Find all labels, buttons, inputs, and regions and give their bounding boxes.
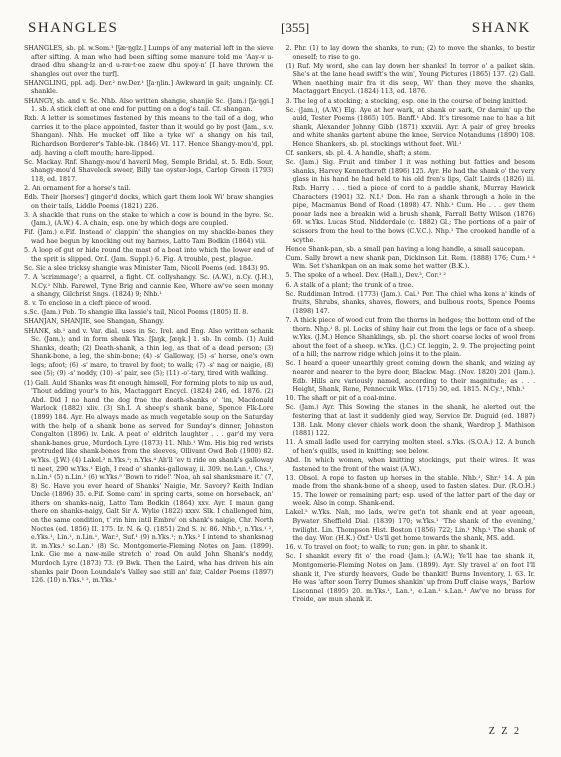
dictionary-entry: 3. A shackle that runs on the stake to which a cow is bound in the byre. Sc. (Jam.), (A.W.) 4. A chain, esp. one by which dogs are coupled. [24, 211, 274, 228]
dictionary-entry: Sc. Sic a slee tricksy shangie was Minister Tam, Nicoll Poems (ed. 1843) 95. [24, 264, 270, 272]
dictionary-entry: 5. A loop of gut or hide round the mast of a boat into which the lower end of the sprit is slipped. Or.I. (Jam. Suppl.) 6. Fig. A trouble, pest, plague. [24, 247, 274, 263]
dictionary-entry: Edb. Their [horses'] ginger'd docks, which gart them look Wi' braw shangies on their tails, Liddle Poems (1821) 226. [24, 194, 274, 210]
dictionary-entry: 2. An ornament for a horse's tail. [24, 185, 131, 192]
page-number: [355] [280, 20, 310, 35]
dictionary-entry: SHANGLING, ppl. adj. Der.² nw.Der.¹ [ʃa·ŋlin.] Awkward in gait; ungainly. Cf. shankle. [24, 79, 274, 96]
dictionary-entry: 5. The spoke of a wheel. Dev. (Hall.), Dev.³, Cor.¹ ² [285, 272, 446, 280]
dictionary-entry: SHANGLES, sb. pl. w.Som.¹ [ʃæ·ŋglz.] Lumps of any material left in the sieve after sifting. A man who had been sifting some manure told me 'Aay-v u-draed dhu shang·lz an·d u-ræ·t·ee zaew dhu spoy-n' [I have thrown the shangles out over the turf]. [24, 45, 274, 78]
dictionary-entry: 6. A stalk of a plant; the trunk of a tree. [285, 281, 414, 289]
dictionary-entry: SHANK, sb.¹ and v. Var. dial. uses in Sc. Irel. and Eng. Also written schank Sc. (Jam.); and in form shenk Yks. [ʃaŋk, ʃæŋk.] 1. sb. In comb. (1) Auld Shanks, death; (2) Death-shank, a thin leg, as that of a dead person; (3) Shank-bone, a leg, the shin-bone; (4) -s' Galloway, (5) -s' horse, one's own legs; afoot; (6) -s' mare, to travel by foot; to walk; (7) -s' nag or naigie, (8) see (5); (9) -s' noddy, (10) -s' pair, see (5); (11) -o'-tary, tired with walking. [24, 327, 274, 378]
dictionary-entry: (1) Ruf. My word, she can lay down her shanks! In terror o' a paiket skin. She's at the lane head swift's the win', Young Pictures (1865) 137. (2) Gall. When naething mair fra it dis seep, Wi' than they move the shanks, Mactaggart Encycl. (1824) 113, ed. 1876. [285, 62, 535, 96]
dictionary-entry: 13. Obsol. A rope to fasten up horses in the stable. Nhb.¹, Shr.¹ 14. A pin made from the shank-bone of a sheep, used to fasten slates. Dur. (R.O.H.) 15. The lower or remaining part; esp. used of the latter part of the day or week. Also in comp. Shank-end. [285, 474, 535, 508]
dictionary-entry: Lakel.² w.Yks. Nah, mo lads, we're get'n tot shank end at year ageean, Bywater Sheffield Dial. (1839) 170; w.Yks.¹ 'The shank of the evening,' twilight. Lin. Thompson Hist. Boston (1856) 722; Lin.¹ Nhp.¹ The shank of the day. Wor. (H.K.) Oxf.¹ Us'll get home towards the shank, MS. add. [285, 509, 535, 543]
dictionary-entry: Fif. (Jam.) e.Fif. Instead o' clappin' the shangies on my shackle-banes they wad hae begun by knocking out my harnes, Latto Tam Bodkin (1864) viii. [24, 229, 274, 246]
right-column [286, 45, 536, 605]
dictionary-entry: 10. The shaft or pit of a coal-mine. [285, 395, 397, 403]
dictionary-entry: 3. The leg of a stocking; a stocking, esp. one in the course of being knitted. [285, 97, 528, 105]
dictionary-entry: Sc. (Jam.) Sig. Fruit and timber I it was nothing but fatties and besom shanks, Harvey Kennethcroft (1896) 125. Ayr. He had the shank o' the very glass in his hand he had held to his old fren's lips, Galt Lairds (1826) iii. Rxb. Harry . . . tied a piece of cord to a paddle shank, Murray Hawick Characters (1901) 32. N.I.¹ Don. He ran a shank through a hole in the pipe, Macmanus Bend of Road (1898) 47. Nhb.¹ Cum. He . . . gev them pooar lads nee a breakin wid a brush shank, Farrall Betty Wilson (1876) 69. w.Yks. Lucas Stud. Nidderdale (c. 1882) Gl.; The portions of a pair of scissors from the heel to the bows (C.V.C.). Nhp.¹ The crooked handle of a scythe. [285, 159, 535, 244]
dictionary-entry: 16. v. To travel on foot; to walk; to run; gen. in phr. to shank it. [285, 544, 488, 552]
dictionary-entry: Sc. Ruddiman Introd. (1773) (Jam.). Cai.¹ Per. The chiel wha kens a' kinds of fruits, Shrubs, shanks, shaves, flowers, and bulbous roots, Spence Poems (1898) 147. [285, 290, 535, 315]
dictionary-entry: Sc. Mackay. Rnf. Shangy-mou'd haveril Meg, Semple Bridal, st. 5. Edb. Sour, shangy-mou'd Shaveleck sweer, Billy tae oyster-logs, Carlop Green (1793) 118, ed. 1817. [24, 158, 274, 183]
text-columns [24, 45, 535, 605]
left-column [24, 45, 274, 605]
dictionary-entry: 7. A 'scrimmage'; a quarrel, a fight. Cf. collyshangy. Sc. (A.W.), n.Cy. (J.H.), N.Cy.¹ Nhb. Farewel, Tyne Brig and cannie Kee, Where aw've seen monny a shangy, Gilchrist Sngs. (1824) 9; Nhb.¹ [24, 273, 274, 299]
signature-mark: Z Z 2 [488, 726, 521, 737]
dictionary-entry: Hence Shank-pan, sb. a small pan having a long handle, a small saucepan. [285, 245, 526, 253]
dictionary-entry: Cum. Sally browt a new shank pan, Dickinson Lit. Rem. (1888) 176; Cum.¹ ⁴ Wm. Set t'shankpan on an mak some het watter (B.K.). [285, 254, 535, 271]
dictionary-entry: Sc. (Jam.) Ayr. This Sowing the stanes in the shank, he alerted out the festering that at last it suddenly gied way, Service Dr. Duguid (ed. 1887) 138. Lnk. Mony clever chiels work doon the shank, Wardrop J. Mathison (1881) 122. [285, 404, 535, 438]
dictionary-entry: SHANGY, sb. and v. Sc. Nhb. Also written shangie, shanjie Sc. (Jam.) [ʃa·ŋgi.] 1. sb. A stick cleft at one end for putting on a dog's tail. Cf. shangan. [24, 97, 274, 114]
dictionary-entry: 8. v. To enclose in a cleft piece of wood. [24, 300, 152, 308]
dictionary-entry: SHANJAN, SHANJIE, see Shangan, Shangy. [24, 318, 165, 326]
dictionary-entry: (1) Gall. Auld Shanks was fit enough himsell, For forming plots to nip us aud, 'Thout adding your's to his, Mactaggart Encycl. (1824) 246, ed. 1876. (2) Abd. Did I no hand the dog frae the death-shanks o' 'im, Macdonald Warlock (1882) xliv. (3) Sh.I. A sheep's shank bane, Spence Flk-Lore (1899) 184. Ayr. He always made as much vegetable soup on the Saturday with the help of a shank bone as served for Sunday's dinner, Johnston Congalton (1896) iv. Lnk. A peat o' eldritch laughter . . . gar'd my vera shank-banes grue, Murdoch Lyre (1873) 11. Nhb.¹ Wm. His big red wrists protruded like shank-bones from the sleeves, Ollivant Owd Bob (1900) 82. w.Yks. (J.W.) (4) Lakel.² n.Yks.²; n.Yks.⁴ Ah'll 'ev ti ride on shank's galloway ti neet, 290 w.Yks.¹ Eigh, I read o' shanks-galloway, ii. 309. ne.Lan.¹, Chs.¹, n.Lin.¹ (5) n.Lin.¹ (6) w.Yks.⁵ 'Bown to ride!' 'Noa, ah sal shanksmare it.' (7, 8) Sc. Have you ever heard of Shanks' Naigie, Mr. Savory? Keith Indian Uncle (1896) 35. e.Fif. Some cam' in spring carts, some on horseback, an' ithers on shanks-naig, Latto Tam Bodkin (1864) xxv. Ayr. I maun gang there on shanks-naigy, Galt Sir A. Wylie (1822) xxxv. Slk. I challenged him, on the same condition, t' rin him intil Embre' on shank's naigie, Chr. North Noctes (ed. 1856) II. 175. Ir. N. & Q. (1851) 2nd S. iv. 86. Nhb.¹, n.Yks.¹ ², e.Yks.¹, Lin.¹, n.Lin.¹, War.², Suf.¹ (9) n.Yks.¹; n.Yks.² I intend to shanksnag it. m.Yks.¹ sc.Lan.¹ (8) Sc. Montgomerie-Fleming Notes on Jam. (1899). Lnk. Gie me a naw-mile stretch o' road On auld John Shank's noddy, Murdoch Lyre (1873) 73. (9 Bwk. Then the Laird, wha has driven his ain shanks pair Doon Loundale's Valley sae still an' fair, Calder Poems (1897) 126. (10) n.Yks.¹ ², m.Yks.¹ [24, 379, 274, 585]
headword-right: SHANK [471, 20, 531, 36]
dictionary-entry: 11. A small ladle used for carrying molten steel. s.Yks. (S.O.A.) 12. A bunch of hen's quills, used in knitting; see below. [285, 439, 535, 455]
dictionary-entry: Sc. (Jam.), (A.W.) Elg. Aye at her wark, at shank or sark, Or darnin' up the auld, Tester Poems (1865) 105. Banff.¹ Abd. It's tiresome nae to hae a bit shank, Alexander Johnny Gibb (1871) xxxviii. Ayr. A pair of grey breeks and white shanks gartent abune the knee, Service Notandums (1890) 108. Hence Shankers, sb. pl. stockings without feet. Wil.¹ [285, 106, 535, 149]
dictionary-entry: Sc. I heard a queer unearthly greet coming down the shank, and wizing ay nearer and nearer to the byre door, Blackw. Mag. (Nov. 1820) 201 (Jam.). Edb. Hills are variously named, according to their magnitude; as . . . Height, Shank, Rene, Pennecuik Wks. (1715) 50, ed. 1815. N.Cy.¹, Nhb.¹ [285, 360, 535, 394]
dictionary-entry: Sc. I shankit every fit o' the road (Jam.); (A.W.); Ye'll hae tae shank it, Montgomerie-Fleming Notes on Jam. (1899). Ayr. Sly travel a' on foot I'll shank it, I've sturdy heavers, Gude be thankit! Burns Inventory, l. 63. Ir. He was 'after soon Terry Dumes shankin' up from Duff claise ways,' Barlow Lisconnel (1895) 20. m.Yks.¹, Lan.¹, e.Lan.¹ s.Lan.¹ Aw've no brass for t'roide, aw mun shank it. [285, 553, 535, 604]
dictionary-entry: 7. A thick piece of wood cut from the thorns in hedges; the bottom end of the thorn. Nhp.¹ 8. pl. Locks of shiny hair cut from the legs or face of a sheep. w.Yks. (J.M.) Hence Shanklings, sb. pl. the short coarse locks of wool from about the feet of a sheep. w.Yks. (J.C.) Cf. leggin, 2. 9. The projecting point of a hill; the narrow ridge which joins it to the plain. [285, 316, 535, 359]
dictionary-entry: Cf. sankers, sb. pl. 4. A handle, shaft; a stem. [285, 150, 432, 158]
headword-left: SHANGLES [28, 20, 119, 36]
dictionary-entry: 2. Phr. (1) to lay down the shanks, to run; (2) to move the shanks, to bestir oneself; to rise to go. [285, 45, 535, 61]
dictionary-entry: s.Sc. (Jam.) Peb. To shangie ilka lassie's tail, Nicol Poems (1805) II. 8. [24, 309, 249, 317]
running-head [28, 20, 531, 37]
dictionary-entry: Rxb. A letter is sometimes fastened by this means to the tail of a dog, who carries it to the place appointed, faster than it would go by post (Jam., s.v. Shangan). Nhb. He mucket off like a tyke wi' a shangy on his tail, Richardson Borderer's Table-bk. (1846) VI. 117. Hence Shangy-mou'd, ppl. adj. having a cleft mouth; hare-lipped. [24, 115, 274, 157]
dictionary-entry: Abd. In which women, when knitting stockings, put their wires. It was fastened to the front of the waist (A.W.). [285, 456, 535, 473]
